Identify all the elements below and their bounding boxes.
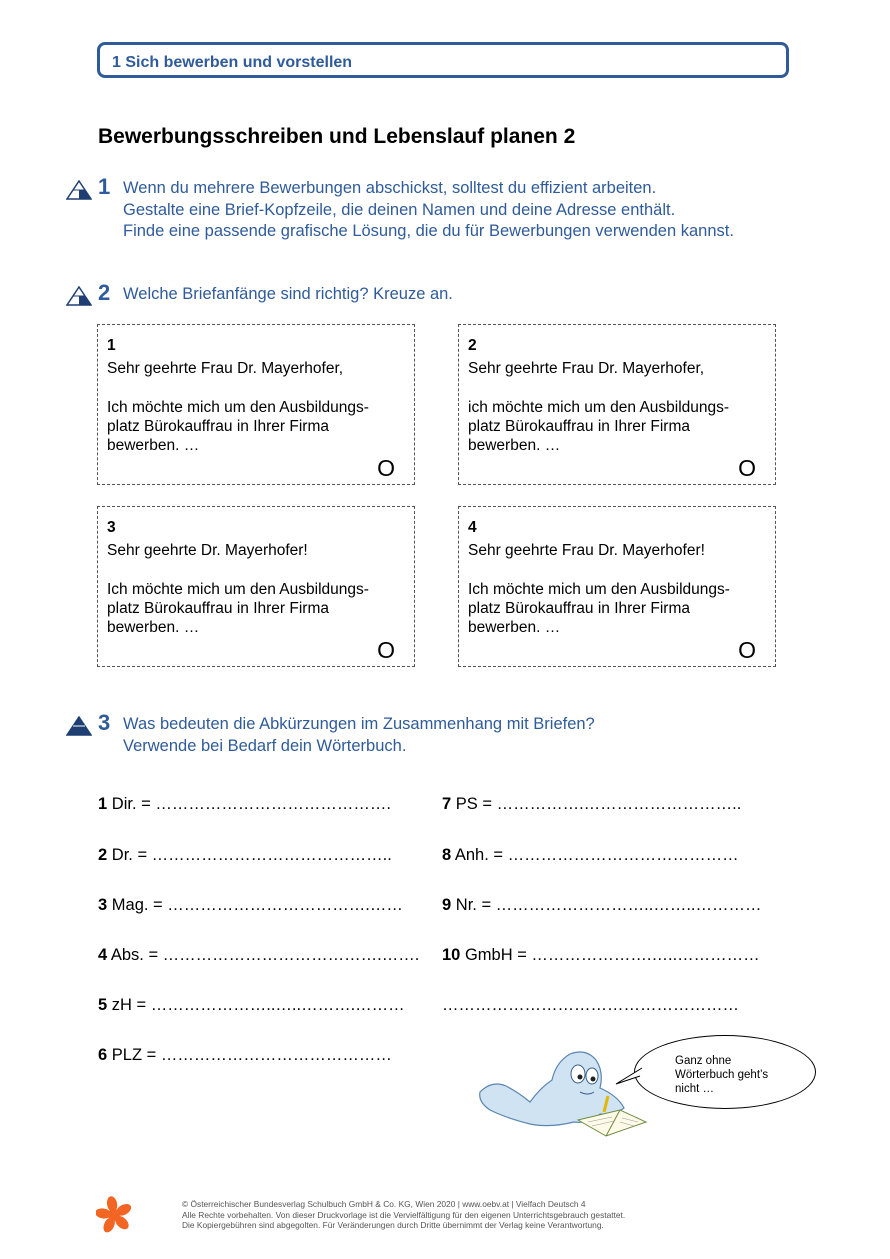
card-body-line: platz Bürokauffrau in Ihrer Firma bbox=[107, 600, 329, 617]
card-body-line: platz Bürokauffrau in Ihrer Firma bbox=[468, 600, 690, 617]
abbreviation-line[interactable]: 4 Abs. = ………………………………….……. bbox=[98, 946, 420, 964]
chapter-title: 1 Sich bewerben und vorstellen bbox=[112, 54, 353, 71]
card-body-line: ich möchte mich um den Ausbildungs- bbox=[468, 399, 730, 416]
abbreviation-line[interactable]: 5 zH = …………………..…..……….……… bbox=[98, 996, 405, 1014]
abbreviation-line[interactable]: 10 GmbH = ………………….…..…………… bbox=[442, 946, 760, 964]
letter-option-card bbox=[458, 506, 776, 667]
task-number: 2 bbox=[98, 280, 111, 305]
abbreviation-line[interactable]: 6 PLZ = …………………………………… bbox=[98, 1046, 392, 1064]
card-body-line: platz Bürokauffrau in Ihrer Firma bbox=[468, 418, 690, 435]
card-body-line: bewerben. … bbox=[107, 437, 200, 454]
difficulty-triangle-icon bbox=[66, 180, 92, 200]
abbreviation-line[interactable]: 2 Dr. = …………………………………….. bbox=[98, 846, 392, 864]
checkbox-circle[interactable]: O bbox=[738, 637, 756, 663]
task-line: Welche Briefanfänge sind richtig? Kreuze an. bbox=[123, 285, 453, 303]
abbreviation-line[interactable]: 3 Mag. = ……………………………….…… bbox=[98, 896, 403, 914]
card-greeting: Sehr geehrte Frau Dr. Mayerhofer, bbox=[468, 360, 705, 377]
abbreviation-line[interactable]: 8 Anh. = …………………………………… bbox=[442, 846, 739, 864]
abbreviation-line[interactable]: 9 Nr. = ………………………..……..………… bbox=[442, 896, 762, 914]
page-title: Bewerbungsschreiben und Lebenslauf planen 2 bbox=[98, 125, 576, 148]
card-body-line: Ich möchte mich um den Ausbildungs- bbox=[107, 581, 369, 598]
checkbox-circle[interactable]: O bbox=[738, 455, 756, 481]
card-body-line: bewerben. … bbox=[468, 619, 561, 636]
card-body bbox=[107, 398, 407, 455]
task-instructions bbox=[123, 178, 734, 243]
card-body-line: Ich möchte mich um den Ausbildungs- bbox=[468, 581, 730, 598]
checkbox-circle[interactable]: O bbox=[377, 455, 395, 481]
task-line: Finde eine passende grafische Lösung, die du für Bewerbungen verwenden kannst. bbox=[123, 222, 734, 240]
card-greeting: Sehr geehrte Frau Dr. Mayerhofer, bbox=[107, 360, 344, 377]
letter-option-card bbox=[97, 506, 415, 667]
card-body bbox=[468, 398, 768, 455]
task-line: Wenn du mehrere Bewerbungen abschickst, solltest du effizient arbeiten. bbox=[123, 179, 657, 197]
chapter-header bbox=[97, 42, 789, 78]
task-instructions bbox=[123, 714, 595, 757]
task-number: 1 bbox=[98, 174, 111, 199]
task-number: 3 bbox=[98, 710, 111, 735]
card-number: 2 bbox=[468, 337, 477, 354]
card-body-line: Ich möchte mich um den Ausbildungs- bbox=[107, 399, 369, 416]
letter-option-card bbox=[458, 324, 776, 485]
abbreviation-line[interactable]: 7 PS = …………….……………………….. bbox=[442, 795, 742, 813]
abbreviation-line[interactable]: ……………………………………………… bbox=[442, 996, 739, 1014]
task-instructions bbox=[123, 284, 453, 306]
oebv-star-logo-icon bbox=[96, 1196, 132, 1234]
speech-bubble bbox=[634, 1035, 816, 1109]
checkbox-circle[interactable]: O bbox=[377, 637, 395, 663]
speech-bubble-text: Ganz ohne Wörterbuch geht’s nicht … bbox=[675, 1055, 769, 1095]
card-greeting: Sehr geehrte Frau Dr. Mayerhofer! bbox=[468, 542, 705, 559]
task-line: Was bedeuten die Abkürzungen im Zusammenhang mit Briefen? bbox=[123, 715, 595, 733]
card-body-line: bewerben. … bbox=[107, 619, 200, 636]
letter-option-card bbox=[97, 324, 415, 485]
card-body bbox=[468, 580, 768, 637]
card-number: 4 bbox=[468, 519, 477, 536]
mascot-reading-illustration bbox=[470, 1040, 670, 1140]
card-number: 3 bbox=[107, 519, 116, 536]
card-greeting: Sehr geehrte Dr. Mayerhofer! bbox=[107, 542, 308, 559]
task-line: Verwende bei Bedarf dein Wörterbuch. bbox=[123, 736, 407, 755]
card-number: 1 bbox=[107, 337, 116, 354]
abbreviation-line[interactable]: 1 Dir. = ……………………………………. bbox=[98, 795, 391, 813]
card-body-line: bewerben. … bbox=[468, 437, 561, 454]
card-body-line: platz Bürokauffrau in Ihrer Firma bbox=[107, 418, 329, 435]
difficulty-triangle-icon bbox=[66, 286, 92, 306]
speech-bubble-tail bbox=[614, 1064, 644, 1088]
task-line: Gestalte eine Brief-Kopfzeile, die deinen Namen und deine Adresse enthält. bbox=[123, 200, 676, 219]
difficulty-triangle-icon bbox=[66, 716, 92, 736]
card-body bbox=[107, 580, 407, 637]
copyright-footer: © Österreichischer Bundesverlag Schulbuch GmbH & Co. KG, Wien 2020 | www.oebv.at | Vielfach Deutsch 4 Alle Rechte vorbehalten. Von dieser Druckvorlage ist die Vervielfältigung für den eigenen Unterrichtsgebrauch gestattet. Die Kopiergebühren sind abgegolten. Für Veränderungen durch Dritte übernimmt der Verlag keine Verantwortung. bbox=[182, 1199, 626, 1230]
